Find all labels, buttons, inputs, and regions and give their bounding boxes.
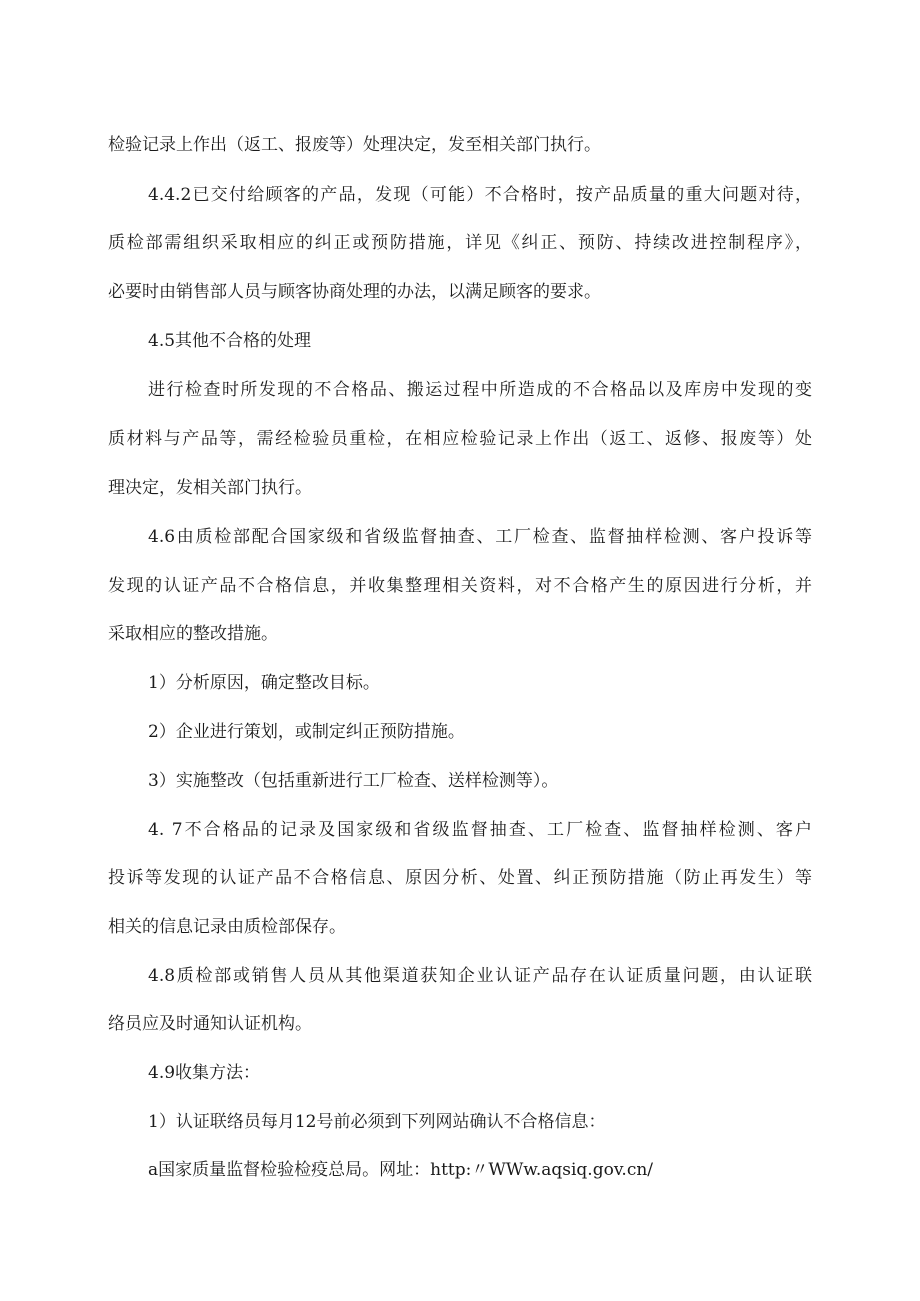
paragraph-line: 采取相应的整改措施。: [108, 624, 278, 644]
paragraph-line: 质材料与产品等，需经检验员重检，在相应检验记录上作出（返工、返修、报废等）处: [108, 429, 812, 449]
list-item: 3）实施整改（包括重新进行工厂检查、送样检测等）。: [148, 771, 559, 791]
paragraph-line: 投诉等发现的认证产品不合格信息、原因分析、处置、纠正预防措施（防止再发生）等: [108, 868, 812, 888]
paragraph-line: 络员应及时通知认证机构。: [108, 1014, 312, 1034]
paragraph-line: 4.4.2已交付给顾客的产品，发现（可能）不合格时，按产品质量的重大问题对待，: [148, 185, 812, 205]
paragraph-line: 理决定，发相关部门执行。: [108, 478, 312, 498]
paragraph-line: 必要时由销售部人员与顾客协商处理的办法，以满足顾客的要求。: [108, 282, 601, 302]
paragraph-line: 4.8质检部或销售人员从其他渠道获知企业认证产品存在认证质量问题，由认证联: [148, 966, 812, 986]
paragraph-line: 4.6由质检部配合国家级和省级监督抽查、工厂检查、监督抽样检测、客户投诉等: [148, 527, 812, 547]
list-item: 1）分析原因，确定整改目标。: [148, 673, 380, 693]
paragraph-line: 4. 7不合格品的记录及国家级和省级监督抽查、工厂检查、监督抽样检测、客户: [148, 820, 812, 840]
paragraph-line: 检验记录上作出（返工、报废等）处理决定，发至相关部门执行。: [108, 135, 601, 155]
section-heading: 4.9收集方法：: [148, 1063, 261, 1083]
section-heading: 4.5其他不合格的处理: [148, 331, 312, 351]
paragraph-line: 质检部需组织采取相应的纠正或预防措施，详见《纠正、预防、持续改进控制程序》，: [108, 233, 812, 253]
list-item: a国家质量监督检验检疫总局。网址：http:〃WWw.aqsiq.gov.cn/: [148, 1160, 654, 1180]
paragraph-line: 发现的认证产品不合格信息，并收集整理相关资料，对不合格产生的原因进行分析，并: [108, 576, 812, 596]
paragraph-line: 相关的信息记录由质检部保存。: [108, 917, 346, 937]
list-item: 2）企业进行策划，或制定纠正预防措施。: [148, 722, 465, 742]
paragraph-line: 进行检查时所发现的不合格品、搬运过程中所造成的不合格品以及库房中发现的变: [148, 380, 812, 400]
list-item: 1）认证联络员每月12号前必须到下列网站确认不合格信息：: [148, 1112, 606, 1132]
